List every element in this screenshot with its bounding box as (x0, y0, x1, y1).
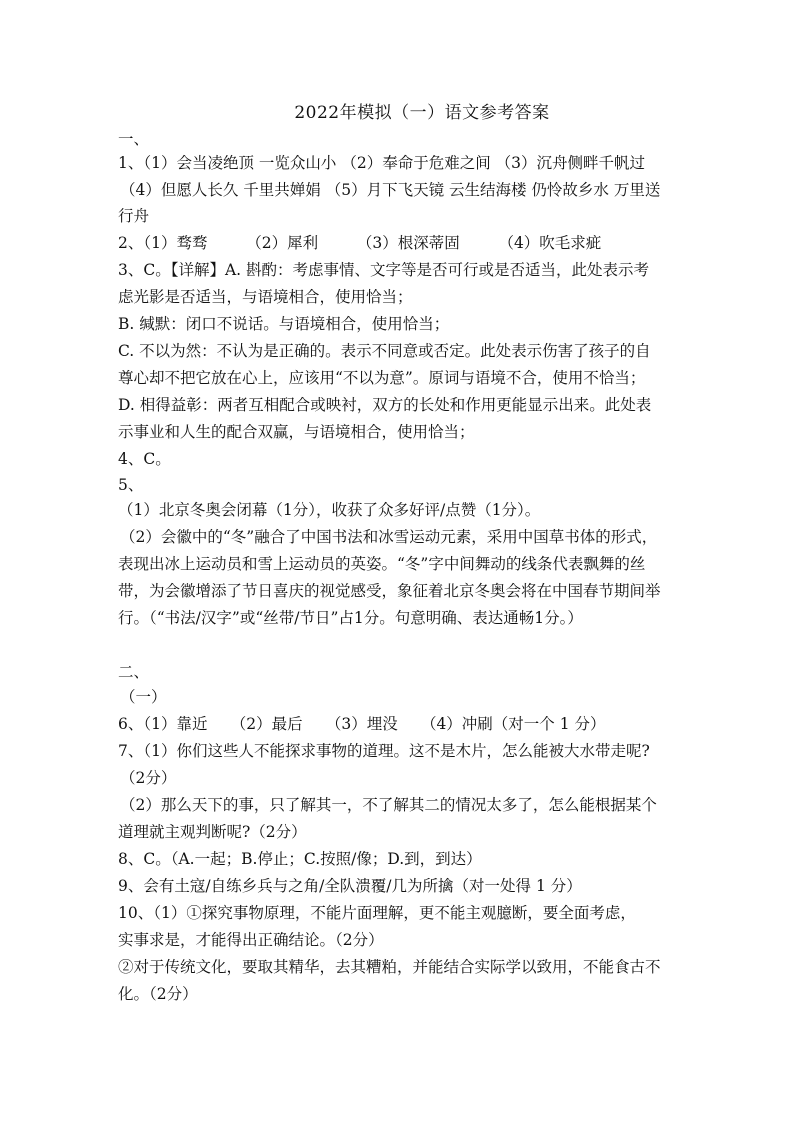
answer-line: ②对于传统文化，要取其精华，去其糟粕，并能结合实际学以致用，不能食古不 (118, 958, 661, 976)
answer-line: 化。（2分） (118, 985, 198, 1003)
answer-line: 表现出冰上运动员和雪上运动员的英姿。“冬”字中间舞动的线条代表飘舞的丝 (118, 555, 646, 573)
answer-line: 5、 (118, 476, 144, 494)
section-one-heading: 一、 (118, 130, 150, 148)
answer-line: 1、（1）会当凌绝顶 一览众山小 （2）奉命于危难之间 （3）沉舟侧畔千帆过 (118, 154, 645, 172)
section-two-heading: 二、 (118, 663, 150, 681)
answer-line: 9、会有土寇/自练乡兵与之角/全队溃覆/几为所擒（对一处得 1 分） (118, 877, 582, 895)
answer-line: 10、（1）①探究事物原理，不能片面理解，更不能主观臆断，要全面考虑， (118, 904, 636, 922)
answer-line: 实事求是，才能得出正确结论。（2分） (118, 931, 384, 949)
answer-line: 带，为会徽增添了节日喜庆的视觉感受，象征着北京冬奥会将在中国春节期间举 (118, 582, 661, 600)
answer-line: D. 相得益彰：两者互相配合或映衬，双方的长处和作用更能显示出来。此处表 (118, 396, 652, 414)
answer-line: 8、C。（A.一起；B.停止；C.按照/像；D.到，到达） (118, 850, 482, 868)
answer-line: 尊心却不把它放在心上，应该用“不以为意”。原词与语境不合，使用不恰当； (118, 369, 646, 387)
answer-line: （2）会徽中的“冬”融合了中国书法和冰雪运动元素，采用中国草书体的形式， (120, 528, 658, 546)
answer-line: 7、（1）你们这些人不能探求事物的道理。这不是木片，怎么能被大水带走呢? (118, 742, 650, 760)
answer-line: （4）但愿人长久 千里共婵娟 （5）月下飞天镜 云生结海楼 仍怜故乡水 万里送 (120, 181, 661, 199)
page-title: 2022年模拟（一）语文参考答案 (294, 103, 550, 123)
answer-line: 6、（1）靠近 （2）最后 （3）埋没 （4）冲刷（对一个 1 分） (118, 715, 606, 733)
answer-line: （2分） (120, 769, 177, 787)
answer-line: 3、C。【详解】A. 斟酌：考虑事情、文字等是否可行或是否适当，此处表示考 (118, 261, 650, 279)
answer-line: C. 不以为然：不认为是正确的。表示不同意或否定。此处表示伤害了孩子的自 (118, 342, 651, 360)
answer-line: 2、（1）骛骛 （2）犀利 （3）根深蒂固 （4）吹毛求疵 (118, 234, 602, 252)
answer-line: B. 缄默：闭口不说话。与语境相合，使用恰当； (118, 315, 450, 333)
subsection-heading: （一） (120, 688, 167, 706)
answer-line: 道理就主观判断呢?（2分） (118, 823, 307, 841)
answer-line: 示事业和人生的配合双赢，与语境相合，使用恰当； (118, 423, 475, 441)
answer-line: 行舟 (118, 207, 150, 225)
answer-line: 虑光影是否适当，与语境相合，使用恰当； (118, 288, 413, 306)
answer-line: 行。（“书法/汉字”或“丝带/节日”占1分。句意明确、表达通畅1分。） (118, 609, 583, 627)
answer-line: （1）北京冬奥会闭幕（1分），收获了众多好评/点赞（1分）。 (118, 501, 541, 519)
answer-line: （2）那么天下的事，只了解其一，不了解其二的情况太多了，怎么能根据某个 (120, 796, 657, 814)
answer-line: 4、C。 (118, 450, 171, 468)
